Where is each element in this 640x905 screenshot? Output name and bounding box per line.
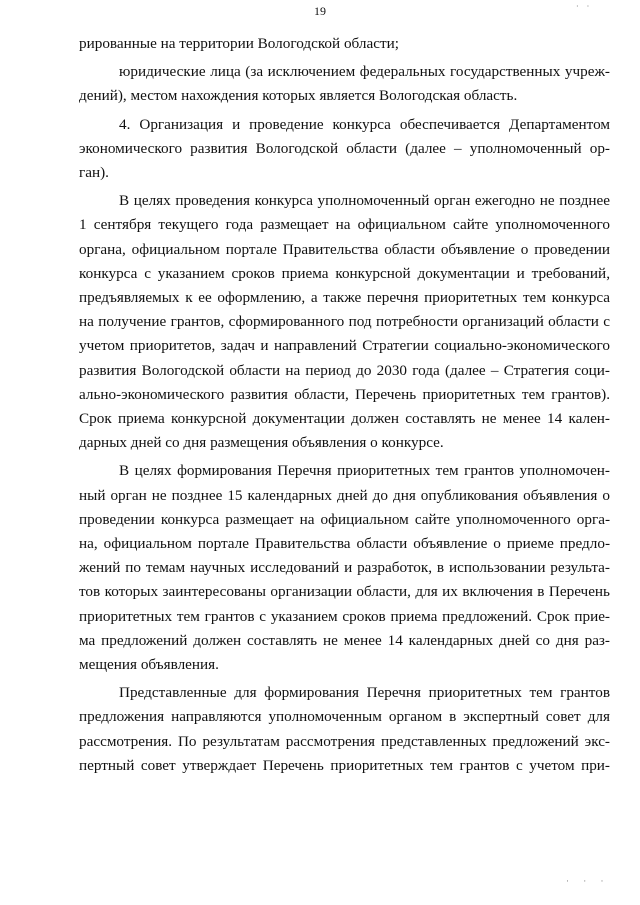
page-number: 19 [314, 4, 326, 18]
text-line: рассмотрения. По результатам рассмотрения представленных предложений экс- [79, 732, 610, 750]
text-line: на получение грантов, сформированного под потребности организаций области с [79, 313, 610, 331]
text-line: Срок приема конкурсной документации должен составлять не менее 14 кален- [79, 410, 610, 428]
text-line: пертный совет утверждает Перечень приоритетных тем грантов с учетом при- [79, 756, 610, 774]
text-line: В целях проведения конкурса уполномоченный орган ежегодно не позднее [119, 192, 610, 210]
text-line: тов которых заинтересованы организации области, для их включения в Перечень [79, 583, 610, 601]
text-line: дарных дней со дня размещения объявления о конкурсе. [79, 434, 444, 452]
text-line: приоритетных тем грантов с указанием сроков приема предложений. Срок прие- [79, 607, 610, 625]
text-line: ма предложений должен составлять не менее 14 календарных дней со дня раз- [79, 631, 610, 649]
text-line: ган). [79, 164, 109, 182]
text-line: органа, официальном портале Правительства области объявление о проведении [79, 240, 610, 258]
text-line: дений), местом нахождения которых является Вологодская область. [79, 87, 518, 105]
text-line: предложения направляются уполномоченным органом в экспертный совет для [79, 708, 610, 726]
scan-marks: · · · [566, 876, 610, 886]
page-corner-marks: · · [576, 2, 593, 11]
text-line: на, официальном портале Правительства области объявление о приеме предло- [79, 535, 610, 553]
text-line: юридические лица (за исключением федеральных государственных учреж- [119, 63, 610, 81]
text-line: предъявляемых к ее оформлению, а также перечня приоритетных тем конкурса [79, 289, 610, 307]
text-line: Представленные для формирования Перечня приоритетных тем грантов [119, 684, 610, 702]
text-line: рированные на территории Вологодской области; [79, 35, 399, 52]
text-line: развития Вологодской области на период до 2030 года (далее – Стратегия соци- [79, 361, 610, 379]
text-line: жений по темам научных исследований и разработок, в использовании результа- [79, 559, 610, 577]
text-line: мещения объявления. [79, 656, 219, 674]
text-line: 1 сентября текущего года размещает на официальном сайте уполномоченного [79, 216, 610, 234]
text-line: ный орган не позднее 15 календарных дней до дня опубликования объявления о [79, 486, 610, 504]
text-line: экономического развития Вологодской области (далее – уполномоченный ор- [79, 139, 610, 157]
text-line: учетом приоритетов, задач и направлений Стратегии социально-экономического [79, 337, 610, 355]
text-line: конкурса с указанием сроков приема конкурсной документации и требований, [79, 264, 610, 282]
text-line: В целях формирования Перечня приоритетных тем грантов уполномочен- [119, 462, 610, 480]
document-body [79, 32, 610, 778]
text-line: ально-экономического развития области, Перечень приоритетных тем грантов). [79, 385, 610, 403]
text-line: 4. Организация и проведение конкурса обеспечивается Департаментом [119, 115, 610, 133]
text-line: проведении конкурса размещает на официальном сайте уполномоченного орга- [79, 510, 610, 528]
